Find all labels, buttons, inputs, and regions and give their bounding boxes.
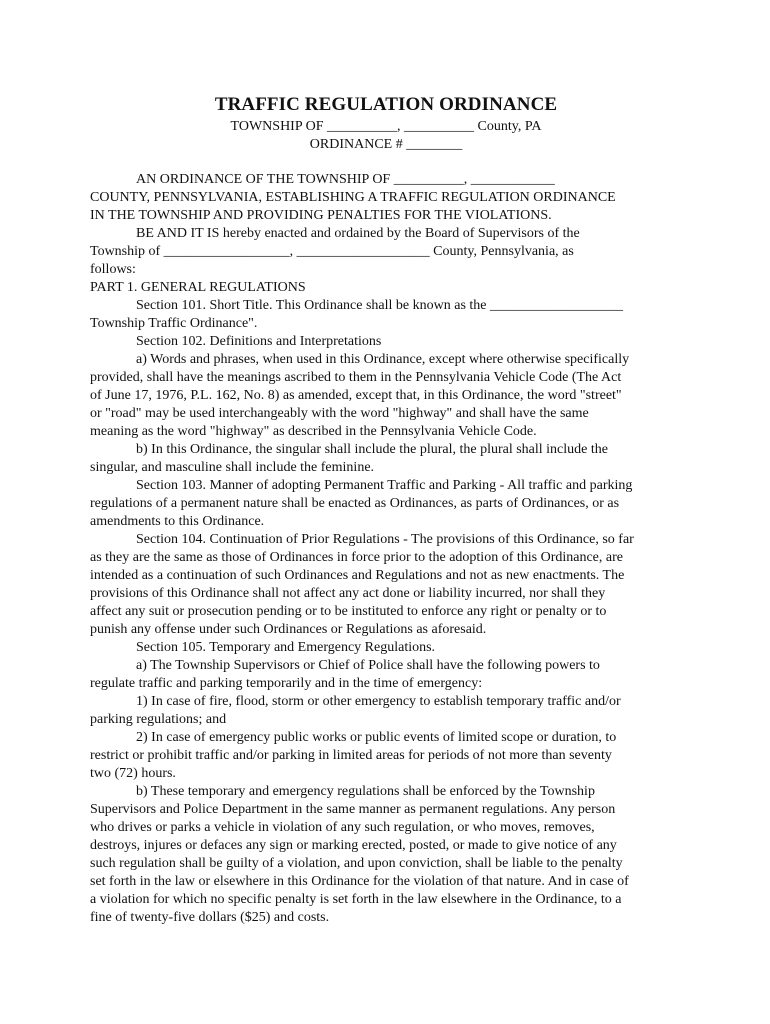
body-line: 1) In case of fire, flood, storm or other emergency to establish temporary traffic and/or [136, 694, 621, 709]
ordinance-number-line: ORDINANCE # ________ [309, 137, 463, 152]
document-body [90, 171, 682, 927]
body-line: singular, and masculine shall include the feminine. [90, 460, 375, 475]
body-line: who drives or parks a vehicle in violation of any such regulation, or who moves, removes, [90, 820, 595, 835]
body-line: provided, shall have the meanings ascribed to them in the Pennsylvania Vehicle Code (The Act [90, 370, 622, 385]
body-line: Section 102. Definitions and Interpretations [136, 334, 382, 349]
document-title: TRAFFIC REGULATION ORDINANCE [214, 94, 558, 115]
body-line: PART 1. GENERAL REGULATIONS [90, 280, 306, 295]
body-line: provisions of this Ordinance shall not affect any act done or liability incurred, nor shall they [90, 586, 606, 601]
body-line: intended as a continuation of such Ordinances and Regulations and not as new enactments. The [90, 568, 625, 583]
body-line: a) The Township Supervisors or Chief of Police shall have the following powers to [136, 658, 600, 673]
body-line: such regulation shall be guilty of a violation, and upon conviction, shall be liable to the penalty [90, 856, 623, 871]
body-line: of June 17, 1976, P.L. 162, No. 8) as amended, except that, in this Ordinance, the word "street" [90, 388, 622, 403]
body-line: 2) In case of emergency public works or public events of limited scope or duration, to [136, 730, 617, 745]
body-line: AN ORDINANCE OF THE TOWNSHIP OF __________, ____________ [136, 172, 555, 187]
body-line: regulate traffic and parking temporarily and in the time of emergency: [90, 676, 483, 691]
body-line: b) These temporary and emergency regulations shall be enforced by the Township [136, 784, 595, 799]
body-line: Section 103. Manner of adopting Permanent Traffic and Parking - All traffic and parking [136, 478, 633, 493]
body-line: a violation for which no specific penalty is set forth in the law elsewhere in the Ordinance, to a [90, 892, 622, 907]
body-line: b) In this Ordinance, the singular shall include the plural, the plural shall include the [136, 442, 608, 457]
body-line: or "road" may be used interchangeably with the word "highway" and shall have the same [90, 406, 589, 421]
body-line: IN THE TOWNSHIP AND PROVIDING PENALTIES FOR THE VIOLATIONS. [90, 208, 552, 223]
body-line: set forth in the law or elsewhere in this Ordinance for the violation of that nature. And in case of [90, 874, 629, 889]
body-line: Supervisors and Police Department in the same manner as permanent regulations. Any person [90, 802, 616, 817]
body-line: meaning as the word "highway" as described in the Pennsylvania Vehicle Code. [90, 424, 537, 439]
document-page [90, 92, 682, 927]
body-line: destroys, injures or defaces any sign or marking erected, posted, or made to give notice of any [90, 838, 617, 853]
body-line: Section 101. Short Title. This Ordinance shall be known as the ___________________ [136, 298, 623, 313]
body-line: parking regulations; and [90, 712, 227, 727]
body-line: affect any suit or prosecution pending or to be instituted to enforce any right or penalty or to [90, 604, 607, 619]
body-line: follows: [90, 262, 136, 277]
body-line: amendments to this Ordinance. [90, 514, 265, 529]
body-line: fine of twenty-five dollars ($25) and costs. [90, 910, 330, 925]
township-line: TOWNSHIP OF __________, __________ County, PA [230, 119, 542, 134]
body-line: restrict or prohibit traffic and/or parking in limited areas for periods of not more than seventy [90, 748, 612, 763]
body-line: a) Words and phrases, when used in this Ordinance, except where otherwise specifically [136, 352, 630, 367]
body-line: COUNTY, PENNSYLVANIA, ESTABLISHING A TRAFFIC REGULATION ORDINANCE [90, 190, 616, 205]
body-line: two (72) hours. [90, 766, 176, 781]
body-line: Township Traffic Ordinance". [90, 316, 258, 331]
body-line: regulations of a permanent nature shall be enacted as Ordinances, as parts of Ordinances, or as [90, 496, 620, 511]
body-line: Section 105. Temporary and Emergency Regulations. [136, 640, 436, 655]
body-line: punish any offense under such Ordinances or Regulations as aforesaid. [90, 622, 487, 637]
body-line: Section 104. Continuation of Prior Regulations - The provisions of this Ordinance, so far [136, 532, 634, 547]
body-line: as they are the same as those of Ordinances in force prior to the adoption of this Ordinance, are [90, 550, 623, 565]
body-line: BE AND IT IS hereby enacted and ordained by the Board of Supervisors of the [136, 226, 580, 241]
body-line: Township of __________________, ___________________ County, Pennsylvania, as [90, 244, 574, 259]
spacer [90, 154, 682, 171]
